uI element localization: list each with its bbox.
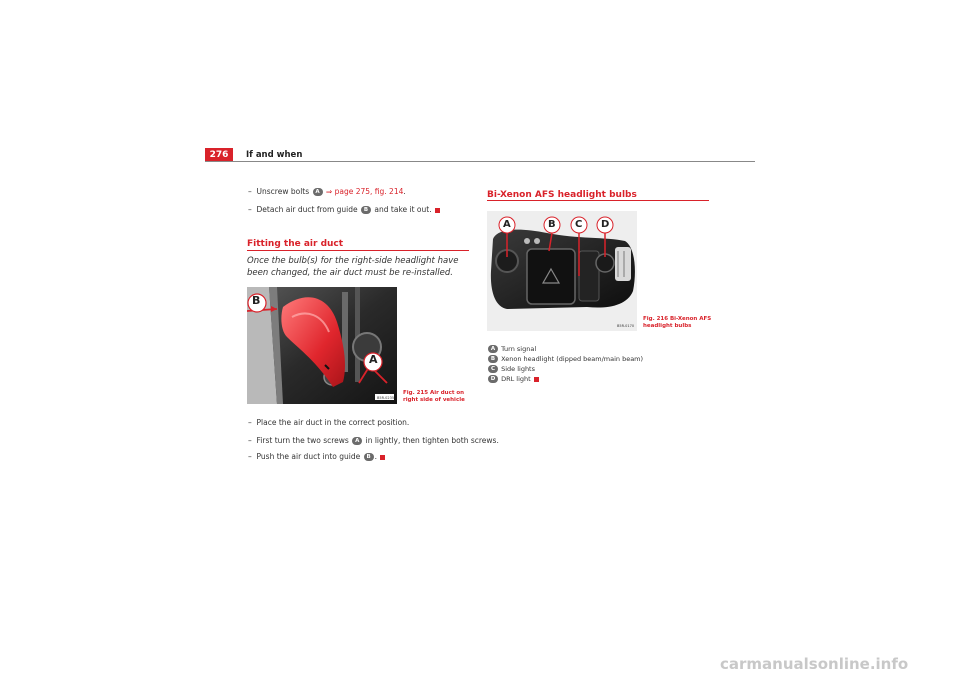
badge-d: D — [488, 375, 498, 383]
step-tighten-screws: – First turn the two screws A in lightly, then tighten both screws. — [248, 436, 499, 445]
air-duct-photo — [247, 287, 397, 404]
legend-item: C Side lights — [487, 364, 643, 374]
step-detach-duct: – Detach air duct from guide B and take it out. — [248, 205, 440, 215]
callout-b-fig215: B — [252, 294, 261, 307]
badge-a: A — [488, 345, 498, 353]
badge-a: A — [352, 437, 362, 445]
section-intro: Once the bulb(s) for the right-side headlight have been changed, the air duct must be re-installed. — [247, 256, 459, 278]
callout-d-fig216: D — [601, 219, 610, 230]
step-place-duct: – Place the air duct in the correct position. — [248, 418, 410, 427]
end-mark-icon — [435, 208, 440, 213]
section-rule — [487, 200, 709, 201]
end-mark-icon — [380, 455, 385, 460]
header-rule — [205, 161, 755, 162]
figure-code-215: B5R-0235 — [377, 396, 395, 400]
bulb-legend — [487, 344, 643, 384]
callout-c-fig216: C — [575, 219, 583, 230]
step-unscrew-bolts: – Unscrew bolts A ⇒ page 275, fig. 214. — [248, 187, 406, 196]
page-number: 276 — [205, 148, 233, 162]
section-title-bixenon: Bi-Xenon AFS headlight bulbs — [487, 190, 637, 200]
end-mark-icon — [534, 377, 539, 382]
running-title: If and when — [246, 150, 303, 160]
callout-b-fig216: B — [548, 219, 556, 230]
figure-code-216: B5R-0170 — [617, 324, 635, 328]
figure-caption-216: Fig. 216 Bi-Xenon AFS headlight bulbs — [643, 316, 712, 329]
figure-caption-215: Fig. 215 Air duct on right side of vehicle — [403, 390, 465, 403]
step-push-duct: – Push the air duct into guide B . — [248, 452, 385, 462]
legend-item: D DRL light — [487, 374, 643, 384]
page-link[interactable]: ⇒ page 275, fig. 214 — [325, 187, 404, 196]
legend-item: B Xenon headlight (dipped beam/main beam) — [487, 354, 643, 364]
site-watermark: carmanualsonline.info — [720, 655, 909, 673]
badge-c: C — [488, 365, 498, 373]
callout-a-fig215: A — [369, 353, 378, 366]
badge-b: B — [361, 206, 371, 214]
legend-item: A Turn signal — [487, 344, 643, 354]
badge-b: B — [488, 355, 498, 363]
section-rule — [247, 250, 469, 251]
badge-b: B — [364, 453, 374, 461]
badge-a: A — [313, 188, 323, 196]
callout-a-fig216: A — [503, 219, 511, 230]
section-title-fitting: Fitting the air duct — [247, 239, 344, 249]
